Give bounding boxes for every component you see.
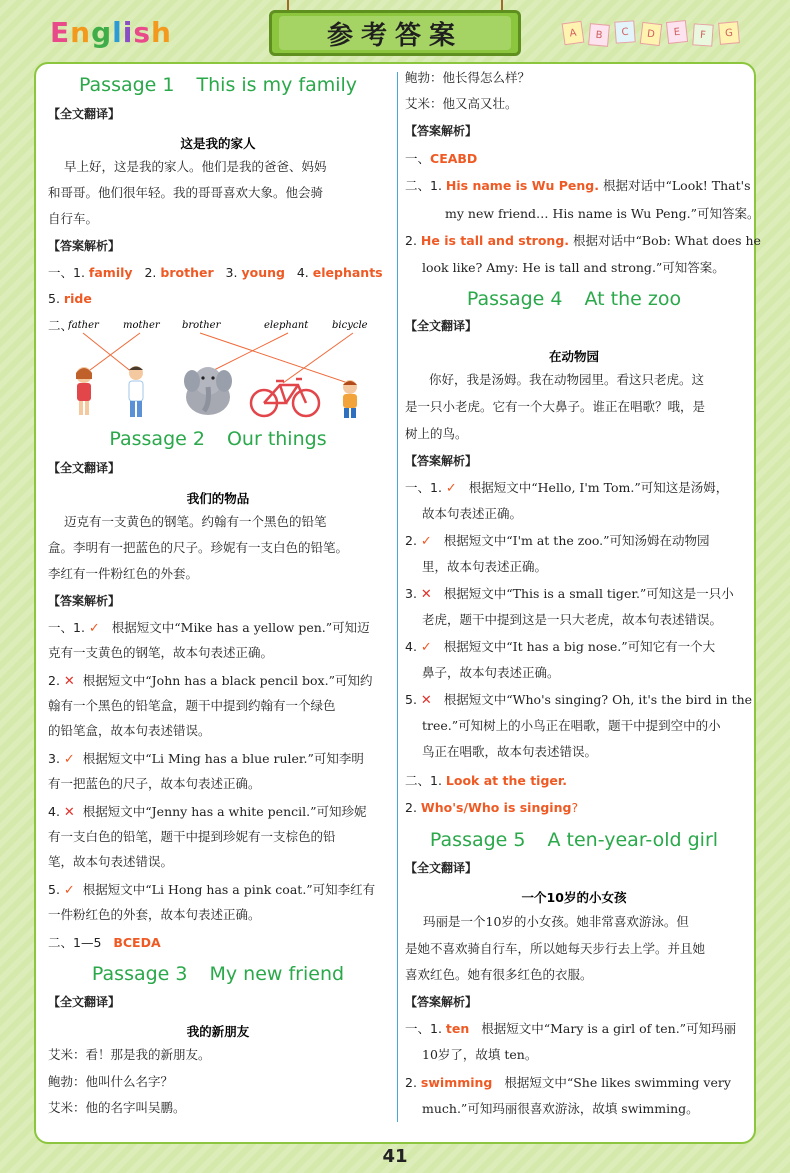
title-banner [269,0,521,60]
answer-number: 3. [225,265,238,280]
answer-number: 5. [405,692,417,707]
translation-title: 这是我的家人 [180,136,256,151]
answer-row [405,153,477,166]
explanation-text: my new friend… His name is Wu Peng.”可知答案。 [445,206,760,221]
answer-number: 二、1. [405,773,442,788]
cross-icon: ✕ [63,805,75,820]
answer-number: 2. [405,800,417,815]
answer-number: 一、1. [48,620,85,635]
passage-title [48,428,388,450]
passage-number: Passage 5 [429,829,526,851]
alphabet-block: G [718,21,740,45]
section-label: 【答案解析】 [405,995,478,1009]
translation-line: 早上好，这是我的家人。他们是我的爸爸、妈妈 [64,159,327,174]
brand-letter: s [133,16,152,49]
explanation-text: look like? Amy: He is tall and strong.”可知答案。 [422,260,725,275]
answer-text: Look at the tiger. [445,773,568,788]
answer-row [405,535,710,548]
match-word: brother [182,320,221,331]
matching-illustration [68,315,388,420]
alphabet-block: A [562,21,585,46]
explanation-text: much.”可知玛丽很喜欢游泳，故填 swimming。 [422,1101,699,1116]
brand-letter: n [70,16,92,49]
answer-text: family [88,265,133,280]
answer-number: 3. [48,751,60,766]
answer-number: 2. [144,265,157,280]
section-label: 【答案解析】 [48,594,121,608]
explanation-text: 笔，故本句表述错误。 [48,854,174,869]
translation-title: 我们的物品 [186,491,250,506]
answer-row [405,775,567,788]
answer-row [405,235,761,248]
answer-text: Who's/Who is singing [420,800,572,815]
answer-text: brother [160,265,214,280]
answer-text: elephants [312,265,383,280]
explanation-text: 有一支白色的铅笔，题干中提到珍妮有一支棕色的铅 [48,829,336,844]
explanation-text: 根据对话中“Look! That's [602,178,751,193]
banner-board [269,10,521,56]
check-icon: ✓ [63,883,75,898]
answer-number: 5. [48,291,60,306]
answer-row [405,482,728,495]
passage-name: Our things [226,428,327,450]
passage-title [405,829,743,851]
explanation-text: 10岁了，故填 ten。 [422,1047,538,1062]
boy-figure [343,380,357,418]
answer-row [405,180,751,193]
explanation-text: 翰有一个黑色的铅笔盒，题干中提到约翰有一个绿色 [48,698,336,713]
alphabet-block: F [692,23,713,46]
answer-number: 2. [405,1075,417,1090]
answer-text: CEABD [430,151,478,166]
translation-title: 在动物园 [548,349,599,364]
answer-number: 二、 [48,318,74,333]
explanation-text: 根据短文中“I'm at the zoo.”可知汤姆在动物园 [443,533,710,548]
translation-line: 和哥哥。他们很年轻。我的哥哥喜欢大象。他会骑 [48,185,324,200]
translation-line: 树上的鸟。 [405,426,468,441]
translation-line: 李红有一件粉红色的外套。 [48,566,199,581]
section-label: 【全文翻译】 [405,861,478,875]
elephant-figure [184,367,232,415]
answer-number: 2. [48,673,60,688]
explanation-text: 根据短文中“This is a small tiger.”可知这是一只小 [443,586,734,601]
column-divider [397,72,398,1122]
passage-number: Passage 4 [466,288,563,310]
explanation-text: 鸟正在唱歌，故本句表述错误。 [422,744,598,759]
explanation-text: 根据短文中“Who's singing? Oh, it's the bird in the [443,692,753,707]
answer-number: 二、1. [405,178,442,193]
cross-icon: ✕ [420,693,432,708]
brand-letter: l [112,16,123,49]
explanation-text: 根据短文中“Jenny has a white pencil.”可知珍妮 [82,804,367,819]
match-word: elephant [264,320,309,331]
passage-number: Passage 2 [109,428,205,450]
explanation-text: 根据短文中“She likes swimming very [504,1075,731,1090]
translation-title: 一个10岁的小女孩 [521,890,627,905]
translation-line: 迈克有一支黄色的钢笔。约翰有一个黑色的铅笔 [64,514,327,529]
dialog-line: 艾米：他又高又壮。 [405,96,518,111]
page-title: 参考答案 [279,16,511,50]
explanation-text: 的铅笔盒，故本句表述错误。 [48,723,211,738]
brand-logo [50,16,172,49]
cross-icon: ✕ [420,587,432,602]
explanation-text: 有一把蓝色的尺子，故本句表述正确。 [48,776,261,791]
answer-number: 4. [296,265,309,280]
passage-name: This is my family [196,74,358,96]
cross-icon: ✕ [63,674,75,689]
explanation-text: tree.”可知树上的小鸟正在唱歌，题干中提到空中的小 [422,718,721,733]
dialog-line: 鲍勃：他叫什么名字？ [48,1074,174,1089]
answer-number: 二、1—5 [48,935,102,950]
match-word: mother [123,320,160,331]
answer-number: 4. [405,639,417,654]
answer-text: BCEDA [113,935,161,950]
passage-title [48,963,388,985]
answer-text: young [241,265,285,280]
answer-number: 一、1. [405,480,442,495]
answer-text: swimming [420,1075,493,1090]
check-icon: ✓ [445,481,457,496]
answer-row [405,694,752,707]
section-label: 【全文翻译】 [48,461,121,475]
explanation-text: 根据短文中“John has a black pencil box.”可知约 [82,673,373,688]
answer-row [48,622,370,635]
answer-number: 4. [48,804,60,819]
explanation-text: 一件粉红色的外套，故本句表述正确。 [48,907,261,922]
answer-text: His name is Wu Peng. [445,178,599,193]
answer-text: He is tall and strong. [420,233,570,248]
explanation-text: 根据短文中“Li Hong has a pink coat.”可知李红有 [82,882,376,897]
answer-row [405,802,578,815]
answer-row [48,675,372,688]
translation-line: 喜欢红色。她有很多红色的衣服。 [405,967,593,982]
brand-letter: h [151,16,172,49]
passage-name: A ten-year-old girl [547,829,719,851]
answer-number: 3. [405,586,417,601]
answer-row [48,753,364,766]
answer-row [405,1023,736,1036]
translation-line: 自行车。 [48,211,99,226]
answer-row [48,884,375,897]
answer-row [405,641,715,654]
answer-number: 一、1. [405,1021,442,1036]
passage-name: My new friend [209,963,345,985]
section-label: 【全文翻译】 [48,995,121,1009]
answer-number: 5. [48,882,60,897]
section-label: 【答案解析】 [405,124,478,138]
check-icon: ✓ [420,534,432,549]
translation-title: 我的新朋友 [186,1024,250,1039]
section-label: 【答案解析】 [48,239,121,253]
match-word: bicycle [332,320,368,331]
answer-row [48,267,383,280]
dialog-line: 艾米：他的名字叫吴鹏。 [48,1100,186,1115]
explanation-text: 根据短文中“Hello, I'm Tom.”可知这是汤姆， [468,480,729,495]
section-label: 【全文翻译】 [48,107,121,121]
section-label: 【答案解析】 [405,454,478,468]
section-label: 【全文翻译】 [405,319,478,333]
answer-number: 2. [405,533,417,548]
bicycle-figure [251,379,319,416]
explanation-text: 老虎，题干中提到这是一只大老虎，故本句表述错误。 [422,612,723,627]
explanation-text: 根据短文中“Li Ming has a blue ruler.”可知李明 [82,751,364,766]
dialog-line: 艾米：看！那是我的新朋友。 [48,1047,211,1062]
translation-line: 你好，我是汤姆。我在动物园里。看这只老虎。这 [429,372,705,387]
passage-title [48,74,388,96]
match-word: father [68,320,99,331]
passage-number: Passage 1 [78,74,175,96]
header [0,0,790,60]
explanation-text: 根据短文中“It has a big nose.”可知它有一个大 [443,639,716,654]
man-figure [129,366,143,417]
alphabet-block: C [614,20,635,43]
translation-line: 盒。李明有一把蓝色的尺子。珍妮有一支白色的铅笔。 [48,540,349,555]
answer-text: ten [445,1021,470,1036]
answer-row [405,588,734,601]
explanation-text: 里，故本句表述正确。 [422,559,548,574]
check-icon: ✓ [420,640,432,655]
answer-number: 一、1. [48,265,85,280]
explanation-text: 根据短文中“Mary is a girl of ten.”可知玛丽 [481,1021,737,1036]
answer-text: ? [571,800,579,815]
explanation-text: 鼻子，故本句表述正确。 [422,665,560,680]
translation-line: 玛丽是一个10岁的小女孩。她非常喜欢游泳。但 [423,914,689,929]
dialog-line: 鲍勃：他长得怎么样？ [405,70,531,85]
answer-row [48,806,367,819]
explanation-text: 故本句表述正确。 [422,506,523,521]
translation-line: 是一只小老虎。它有一个大鼻子。谁正在唱歌？哦，是 [405,399,706,414]
page-number: 41 [382,1146,408,1167]
answer-row [405,1077,731,1090]
passage-number: Passage 3 [91,963,188,985]
alphabet-block: D [640,22,663,46]
answer-number: 一、 [405,151,431,166]
answer-row [48,293,92,306]
answer-number: 2. [405,233,417,248]
brand-letter: i [122,16,134,49]
check-icon: ✓ [88,621,100,636]
answer-text: ride [63,291,92,306]
girl-figure [76,367,92,415]
alphabet-block: E [666,20,688,44]
translation-line: 是她不喜欢骑自行车，所以她每天步行去上学。并且她 [405,941,706,956]
passage-name: At the zoo [584,288,682,310]
explanation-text: 克有一支黄色的钢笔，故本句表述正确。 [48,645,274,660]
alphabet-block: B [588,23,610,47]
brand-letter: g [91,16,113,49]
check-icon: ✓ [63,752,75,767]
passage-title [405,288,743,310]
brand-letter: E [50,16,71,49]
explanation-text: 根据对话中“Bob: What does he [573,233,761,248]
answer-row [48,937,161,950]
explanation-text: 根据短文中“Mike has a yellow pen.”可知迈 [111,620,370,635]
